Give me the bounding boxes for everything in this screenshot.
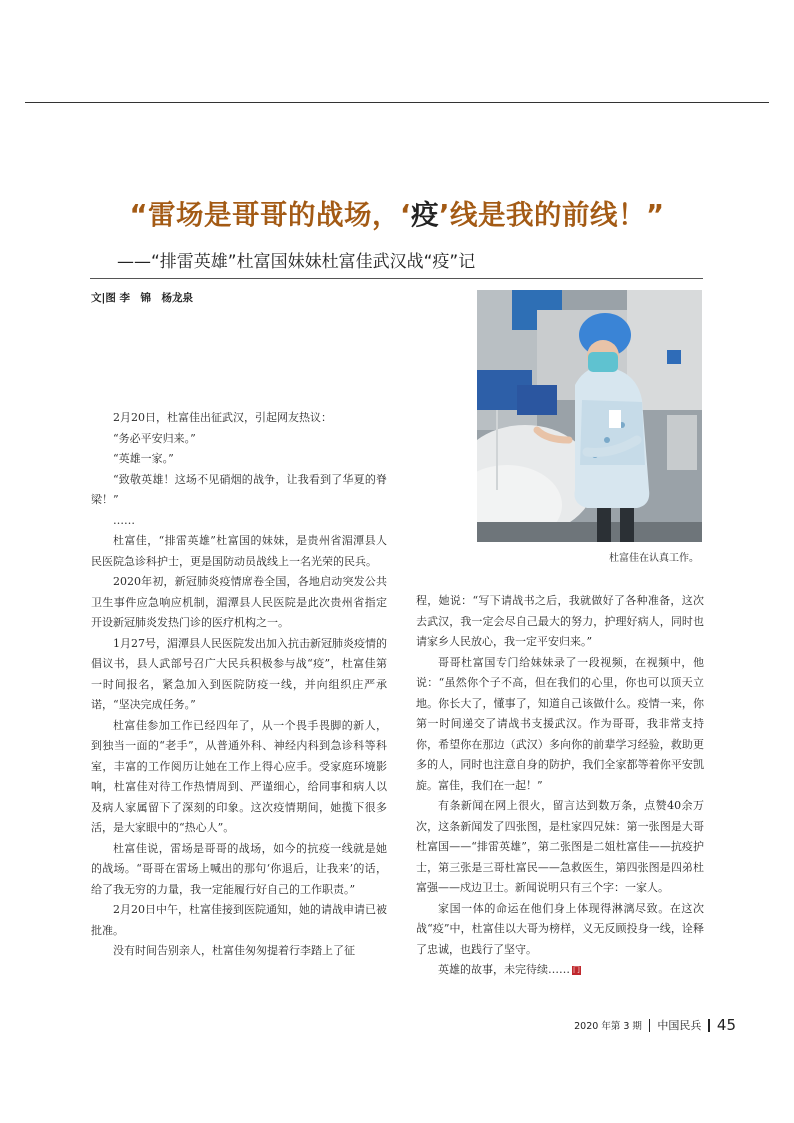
magazine-name: 中国民兵 <box>657 1019 702 1032</box>
footer-divider <box>649 1019 651 1032</box>
top-rule <box>25 102 769 103</box>
paragraph: 2月20日，杜富佳出征武汉，引起网友热议： <box>113 411 332 424</box>
footer-divider <box>708 1019 710 1032</box>
end-mark-icon: 冂 <box>573 966 580 974</box>
title-part-2: 疫 <box>411 199 439 231</box>
paragraph: 杜富佳参加工作已经四年了，从一个畏手畏脚的新人，到独当一面的“老手”，从普通外科、神经内科到急诊科等科室，丰富的工作阅历让她在工作上得心应手。受家庭环境影响，杜富佳对待工作热情周到、严谨细心，给同事和病人以及病人家属留下了深刻的印象。这次疫情期间，她揽下很多活，是大家眼中的“热心人”。 <box>91 718 387 834</box>
issue-label: 2020 年第 3 期 <box>574 1021 642 1032</box>
paragraph: …… <box>113 513 135 527</box>
title-part-3: ’线是我的前线！” <box>439 199 665 231</box>
paragraph: 1月27号，湄潭县人民医院发出加入抗击新冠肺炎疫情的倡议书，县人武部号召广大民兵积极参与战“疫”，杜富佳第一时间报名，紧急加入到医院防疫一线，并向组织庄严承诺，“坚决完成任务。” <box>91 636 387 711</box>
paragraph: 杜富佳说，雷场是哥哥的战场，如今的抗疫一线就是她的战场。“哥哥在雷场上喊出的那句‘你退后，让我来’的话，给了我无穷的力量，我一定能履行好自己的工作职责。” <box>91 841 387 896</box>
article-title <box>0 192 794 232</box>
paragraph: 哥哥杜富国专门给妹妹录了一段视频，在视频中，他说：“虽然你个子不高，但在我们的心里，你也可以顶天立地。你长大了，懂事了，知道自己该做什么。疫情一来，你第一时间递交了请战书支援武汉。作为哥哥，我非常支持你，希望你在那边（武汉）多向你的前辈学习经验，救助更多的人，同时也注意自身的防护，我们全家都等着你平安凯旋。富佳，我们在一起！” <box>416 655 704 792</box>
byline-label: 文|图 <box>91 292 116 304</box>
subtitle-rule <box>90 278 703 279</box>
right-column <box>416 591 704 981</box>
paragraph: 杜富佳，“排雷英雄”杜富国的妹妹，是贵州省湄潭县人民医院急诊科护士，更是国防动员战线上一名光荣的民兵。 <box>91 534 387 568</box>
photo-caption: 杜富佳在认真工作。 <box>609 553 699 564</box>
page-footer <box>574 1016 736 1034</box>
paragraph: “务必平安归来。” <box>113 431 196 445</box>
paragraph: 家国一体的命运在他们身上体现得淋漓尽致。在这次战“疫”中，杜富佳以大哥为榜样，义无反顾投身一线，诠释了忠诚，也践行了坚守。 <box>416 901 704 956</box>
paragraph: 有条新闻在网上很火，留言达到数万条，点赞40余万次，这条新闻发了四张图，是杜家四兄妹：第一张图是大哥杜富国——“排雷英雄”，第二张图是二姐杜富佳——抗疫护士，第三张是三哥杜富民——急救医生，第四张图是四弟杜富强——戍边卫士。新闻说明只有三个字：一家人。 <box>416 799 704 894</box>
page-number: 45 <box>716 1016 736 1034</box>
article-subtitle: ——“排雷英雄”杜富国妹妹杜富佳武汉战“疫”记 <box>117 252 476 272</box>
byline-authors: 李 锦 杨龙泉 <box>119 292 193 304</box>
closing-text: 英雄的故事，未完待续…… <box>438 963 570 976</box>
paragraph: 2月20日中午，杜富佳接到医院通知，她的请战申请已被批准。 <box>91 903 387 937</box>
paragraph: 没有时间告别亲人，杜富佳匆匆提着行李踏上了征 <box>113 944 355 957</box>
title-part-1: “雷场是哥哥的战场，‘ <box>129 199 411 231</box>
byline <box>91 290 193 305</box>
paragraph: 2020年初，新冠肺炎疫情席卷全国，各地启动突发公共卫生事件应急响应机制，湄潭县人民医院是此次贵州省指定开设新冠肺炎发热门诊的医疗机构之一。 <box>91 575 387 629</box>
nurse-photo <box>477 290 702 542</box>
paragraph: 程，她说：“写下请战书之后，我就做好了各种准备，这次去武汉，我一定会尽自己最大的努力，护理好病人，同时也请家乡人民放心，我一定平安归来。” <box>416 594 704 648</box>
closing-paragraph <box>416 960 704 981</box>
nurse-photo-illustration <box>477 290 702 542</box>
left-column <box>91 408 387 962</box>
paragraph: “致敬英雄！这场不见硝烟的战争，让我看到了华夏的脊梁！” <box>91 472 387 506</box>
paragraph: “英雄一家。” <box>113 452 174 465</box>
